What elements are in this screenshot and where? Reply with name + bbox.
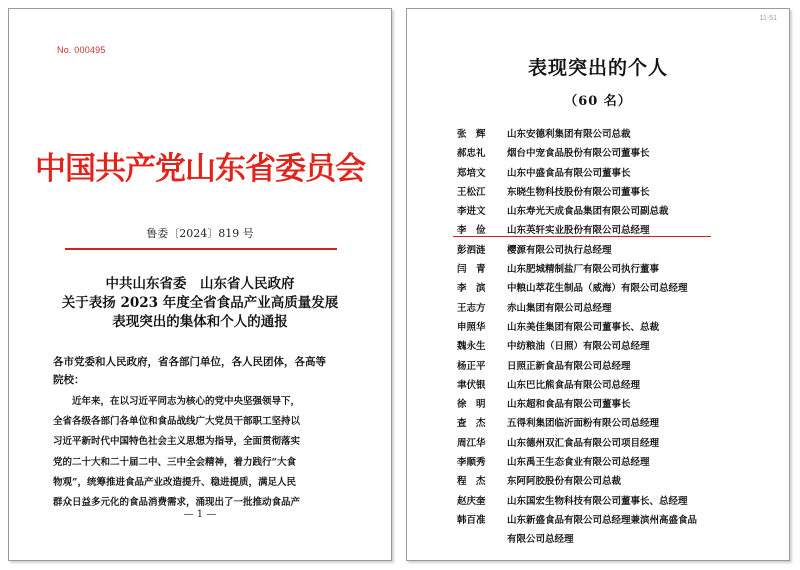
person-row [457,530,777,549]
person-row [457,241,777,260]
person-row [457,260,777,279]
person-name: 郝忠礼 [457,148,486,160]
person-name: 周江华 [457,437,486,449]
person-name: 李 俭 [457,225,486,237]
person-row [457,357,777,376]
person-name: 徐 明 [457,399,486,411]
person-row [457,511,777,530]
person-organization: 五得利集团临沂面粉有限公司总经理 [507,418,660,430]
person-organization: 樱源有限公司执行总经理 [507,244,612,256]
person-organization: 东阿阿胶股份有限公司总裁 [507,476,622,488]
person-row [457,337,777,356]
person-row [457,183,777,202]
person-row [457,202,777,221]
person-organization: 山东英轩实业股份有限公司总经理 [507,225,650,237]
notice-title-line: 表现突出的集体和个人的通报 [112,314,288,330]
notice-title-line: 中共山东省委 山东省人民政府 [105,276,295,292]
person-organization: 日照正新食品有限公司总经理 [507,360,631,372]
person-organization: 山东安德利集团有限公司总裁 [507,129,631,140]
person-organization: 山东禹王生态食业有限公司总经理 [507,457,650,469]
person-organization: 山东超和食品有限公司董事长 [507,399,631,411]
person-row [457,164,777,183]
person-name: 查 杰 [457,418,486,430]
right-page [406,8,790,561]
person-name: 郑培文 [457,167,486,179]
person-organization: 山东肥城精制盐厂有限公司执行董事 [507,264,660,276]
body-line: 全省各级各部门各单位和食品战线广大党员干部职工坚持以 [53,416,301,428]
person-name: 闫 青 [457,264,486,276]
person-row [457,299,777,318]
person-row [457,318,777,337]
person-name: 杨正平 [457,360,486,372]
salutation-line: 院校： [53,374,85,386]
issuer-header-title: 中国共产党山东省委员会 [35,151,365,187]
person-organization: 有限公司总经理 [507,534,574,546]
person-name: 魏永生 [457,341,486,353]
person-row [457,221,777,240]
page-number: — 1 — [183,509,217,520]
salutation [53,353,353,389]
person-name: 申照华 [457,321,486,333]
person-organization: 山东新盛食品有限公司总经理兼滨州高盛食品 [507,514,698,526]
person-organization: 山东寿光天成食品集团有限公司副总裁 [507,206,669,218]
person-name: 张 辉 [457,129,486,140]
salutation-line: 各市党委和人民政府，省各部门单位，各人民团体，各高等 [53,356,326,368]
person-row [457,453,777,472]
page-margin-mark: 11-51 [759,15,777,22]
body-line: 习近平新时代中国特色社会主义思想为指导，全面贯彻落实 [53,436,301,448]
person-row [457,414,777,433]
person-row [457,472,777,491]
person-row [457,434,777,453]
notice-title [9,275,391,332]
person-organization: 赤山集团有限公司总经理 [507,302,612,314]
person-organization: 烟台中宠食品股份有限公司董事长 [507,148,650,160]
person-row [457,279,777,298]
body-line: 党的二十大和二十届二中、三中全会精神，着力践行“大食 [53,456,296,468]
body-line: 群众日益多元化的食品消费需求，涌现出了一批推动食品产 [53,497,301,509]
person-organization: 山东中盛食品有限公司董事长 [507,167,631,179]
red-divider-rule [65,248,337,250]
person-name: 程 杰 [457,476,486,488]
person-organization: 山东德州双汇食品有限公司项目经理 [507,437,660,449]
body-paragraph [53,392,353,513]
person-name: 王志方 [457,302,486,314]
person-list [457,125,777,550]
notice-title-line: 关于表扬 2023 年度全省食品产业高质量发展 [61,295,339,311]
person-row [457,492,777,511]
person-row [457,125,777,144]
person-organization: 山东巴比熊食品有限公司总经理 [507,379,641,391]
person-name: 韩百准 [457,514,486,526]
person-row [457,395,777,414]
person-name: 赵庆奎 [457,495,486,507]
person-name: 彭泗涟 [457,244,486,256]
person-organization: 东晓生物科技股份有限公司董事长 [507,186,650,198]
body-line: 近年来，在以习近平同志为核心的党中央坚强领导下， [53,396,301,407]
document-code: 鲁委〔2024〕819 号 [146,227,254,240]
person-row [457,144,777,163]
list-count: （60 名） [564,94,632,109]
person-name: 聿伏银 [457,379,486,391]
person-name: 李 滨 [457,283,486,295]
person-organization: 山东美佳集团有限公司董事长、总裁 [507,321,660,333]
person-organization: 中粮山萃花生制品（威海）有限公司总经理 [507,283,688,295]
document-serial-number: No. 000495 [57,45,106,55]
person-name: 李顺秀 [457,457,486,469]
person-name: 李进文 [457,206,486,218]
person-organization: 中纺粮油（日照）有限公司总经理 [507,341,650,353]
left-page [8,8,392,561]
body-line: 物观”，统筹推进食品产业改造提升、稳进提质，满足人民 [53,476,296,488]
person-row [457,376,777,395]
list-title: 表现突出的个人 [527,57,668,79]
person-name: 王松江 [457,186,486,198]
person-organization: 山东国宏生物科技有限公司董事长、总经理 [507,495,688,507]
